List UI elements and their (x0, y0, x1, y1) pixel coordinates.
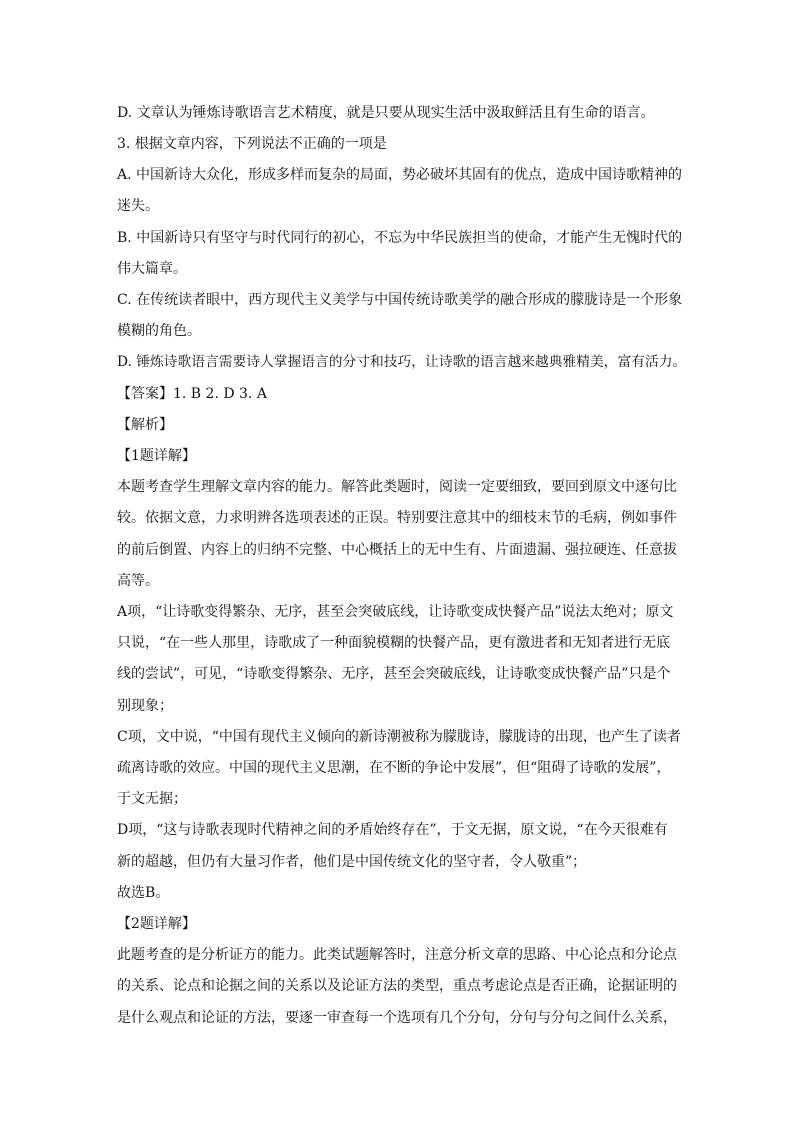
text-line: 是什么观点和论证的方法，要逐一审查每一个选项有几个分句，分句与分句之间什么关系， (117, 1010, 677, 1026)
text-line: 线的尝试”，可见，“诗歌变得繁杂、无序，甚至会突破底线，让诗歌变成快餐产品”只是个 (117, 666, 671, 682)
text-line: A项，“让诗歌变得繁杂、无序，甚至会突破底线，让诗歌变成快餐产品”说法太绝对；原文 (117, 604, 674, 620)
text-line: 的关系、论点和论据之间的关系以及论证方法的类型，重点考虑论点是否正确，论据证明的 (117, 978, 677, 994)
text-line: B. 中国新诗只有坚守与时代同行的初心，不忘为中华民族担当的使命，才能产生无愧时代的 (117, 230, 683, 246)
text-line: 高等。 (117, 573, 159, 589)
text-line: 3. 根据文章内容，下列说法不正确的一项是 (117, 136, 387, 152)
text-line: 本题考查学生理解文章内容的能力。解答此类题时，阅读一定要细致，要回到原文中逐句比 (117, 479, 677, 495)
text-line: 此题考查的是分析证方的能力。此类试题解答时，注意分析文章的思路、中心论点和分论点 (117, 947, 677, 963)
text-line: D. 文章认为锤炼诗歌语言艺术精度，就是只要从现实生活中汲取鲜活且有生命的语言。 (117, 105, 655, 121)
text-line: D项，“这与诗歌表现时代精神之间的矛盾始终存在”，于文无据，原文说，“在今天很难有 (117, 822, 668, 838)
text-line: 于文无据； (117, 791, 187, 807)
text-line: 迷失。 (117, 198, 159, 214)
section-heading: 【1题详解】 (117, 448, 196, 464)
text-line: 的前后倒置、内容上的归纳不完整、中心概括上的无中生有、片面遗漏、强拉硬连、任意拔 (117, 542, 677, 558)
text-line: C. 在传统读者眼中，西方现代主义美学与中国传统诗歌美学的融合形成的朦胧诗是一个形象 (117, 292, 683, 308)
text-line: 较。依据文意，力求明辨各选项表述的正误。特别要注意其中的细枝末节的毛病，例如事件 (117, 510, 677, 526)
answer-line: 【答案】1. B 2. D 3. A (117, 386, 267, 402)
text-line: 模糊的角色。 (117, 323, 201, 339)
analysis-heading: 【解析】 (117, 417, 173, 433)
text-line: 伟大篇章。 (117, 261, 187, 277)
text-line: 疏离诗歌的效应。中国的现代主义思潮，在不断的争论中发展”，但“阻碍了诗歌的发展”， (117, 760, 671, 776)
text-line: 别现象； (117, 698, 173, 714)
text-line: C项，文中说，“中国有现代主义倾向的新诗潮被称为朦胧诗，朦胧诗的出现，也产生了读者 (117, 729, 681, 745)
section-heading: 【2题详解】 (117, 916, 196, 932)
text-line: 新的超越，但仍有大量习作者，他们是中国传统文化的坚守者，令人敬重”； (117, 854, 587, 870)
text-line: D. 锤炼诗歌语言需要诗人掌握语言的分寸和技巧，让诗歌的语言越来越典雅精美，富有活力。 (117, 354, 687, 370)
text-line: 只说，“在一些人那里，诗歌成了一种面貌模糊的快餐产品，更有激进者和无知者进行无底 (117, 635, 671, 651)
text-line: 故选B。 (117, 885, 170, 901)
text-line: A. 中国新诗大众化，形成多样而复杂的局面，势必破坏其固有的优点，造成中国诗歌精神的 (117, 167, 683, 183)
